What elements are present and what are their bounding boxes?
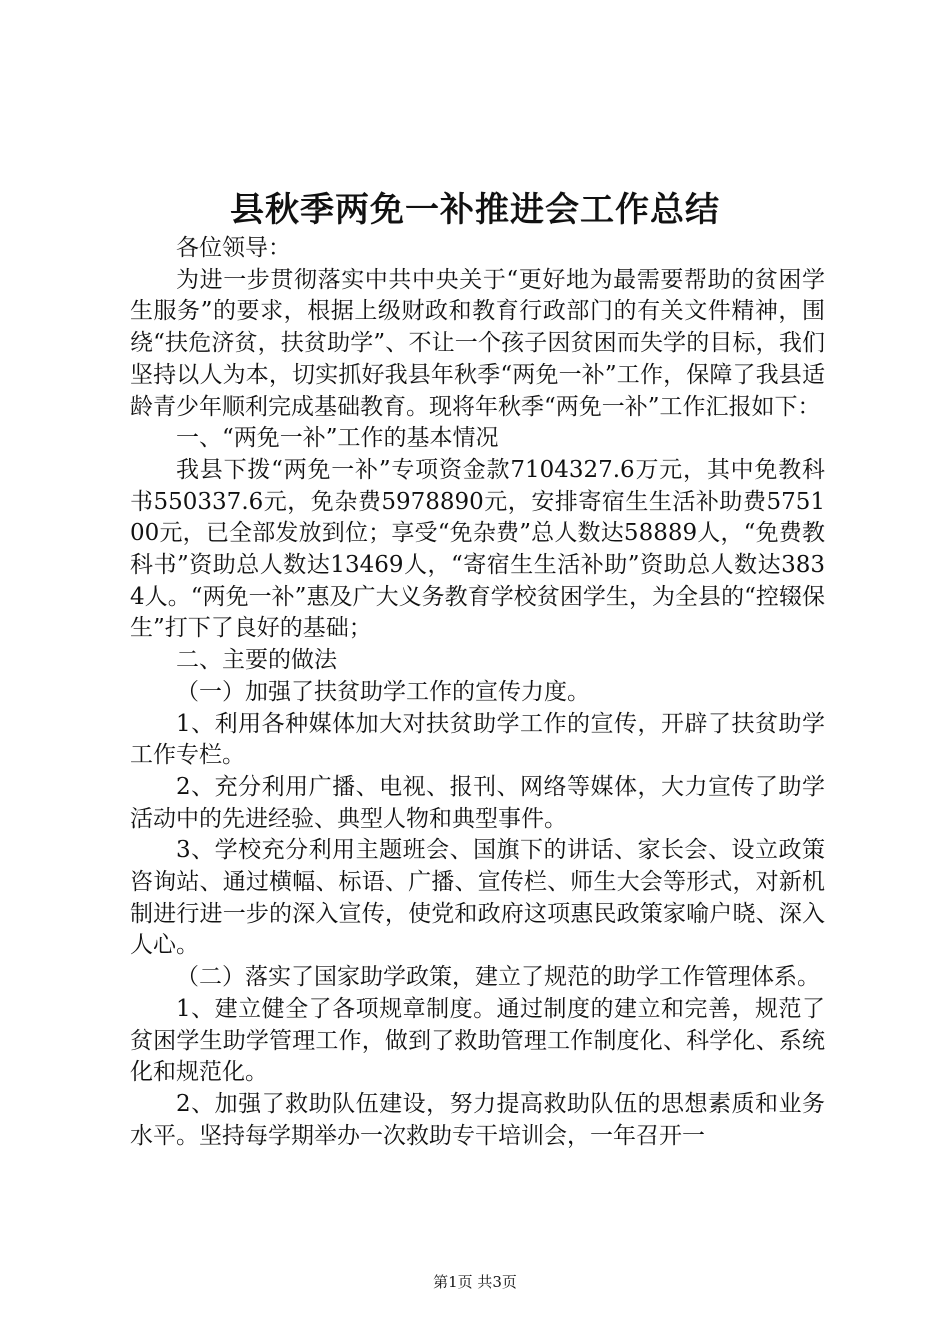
section-heading-2: 二、主要的做法 [176,647,337,674]
salutation: 各位领导： [176,235,291,261]
list-item: 1、利用各种媒体加大对扶贫助学工作的宣传，开辟了扶贫助学工作专栏。 [130,710,825,769]
page-number: 第1页 共3页 [433,1273,517,1291]
subsection-heading-2: （二）落实了国家助学政策，建立了规范的助学工作管理体系。 [176,964,820,991]
list-item: 2、加强了救助队伍建设，努力提高救助队伍的思想素质和业务水平。坚持每学期举办一次救助专干培训会，一年召开一 [130,1090,825,1149]
list-item: 2、充分利用广播、电视、报刊、网络等媒体，大力宣传了助学活动中的先进经验、典型人物和典型事件。 [130,773,825,832]
document-body [130,233,825,1152]
list-item: 1、建立健全了各项规章制度。通过制度的建立和完善，规范了贫困学生助学管理工作，做到了救助管理工作制度化、科学化、系统化和规范化。 [130,995,825,1086]
subsection-heading-1: （一）加强了扶贫助学工作的宣传力度。 [176,678,590,705]
list-item: 3、学校充分利用主题班会、国旗下的讲话、家长会、设立政策咨询站、通过横幅、标语、广播、宣传栏、师生大会等形式，对新机制进行进一步的深入宣传，使党和政府这项惠民政策家喻户晓、深入人心。 [130,837,825,959]
document-title: 县秋季两免一补推进会工作总结 [230,190,720,230]
section-heading-1: 一、“两免一补”工作的基本情况 [176,425,499,452]
intro-paragraph: 为进一步贯彻落实中共中央关于“更好地为最需要帮助的贫困学生服务”的要求，根据上级财政和教育行政部门的有关文件精神，围绕“扶危济贫，扶贫助学”、不让一个孩子因贫困而失学的目标，我们坚持以人为本，切实抓好我县年秋季“两免一补”工作，保障了我县适龄青少年顺利完成基础教育。现将年秋季“两免一补”工作汇报如下： [130,266,825,420]
funding-paragraph: 我县下拨“两免一补”专项资金款7104327.6万元，其中免教科书550337.6元，免杂费5978890元，安排寄宿生生活补助费575100元，已全部发放到位；享受“免杂费”总人数达58889人，“免费教科书”资助总人数达13469人，“寄宿生生活补助”资助总人数达3834人。“两免一补”惠及广大义务教育学校贫困学生，为全县的“控辍保生”打下了良好的基础； [130,456,825,642]
